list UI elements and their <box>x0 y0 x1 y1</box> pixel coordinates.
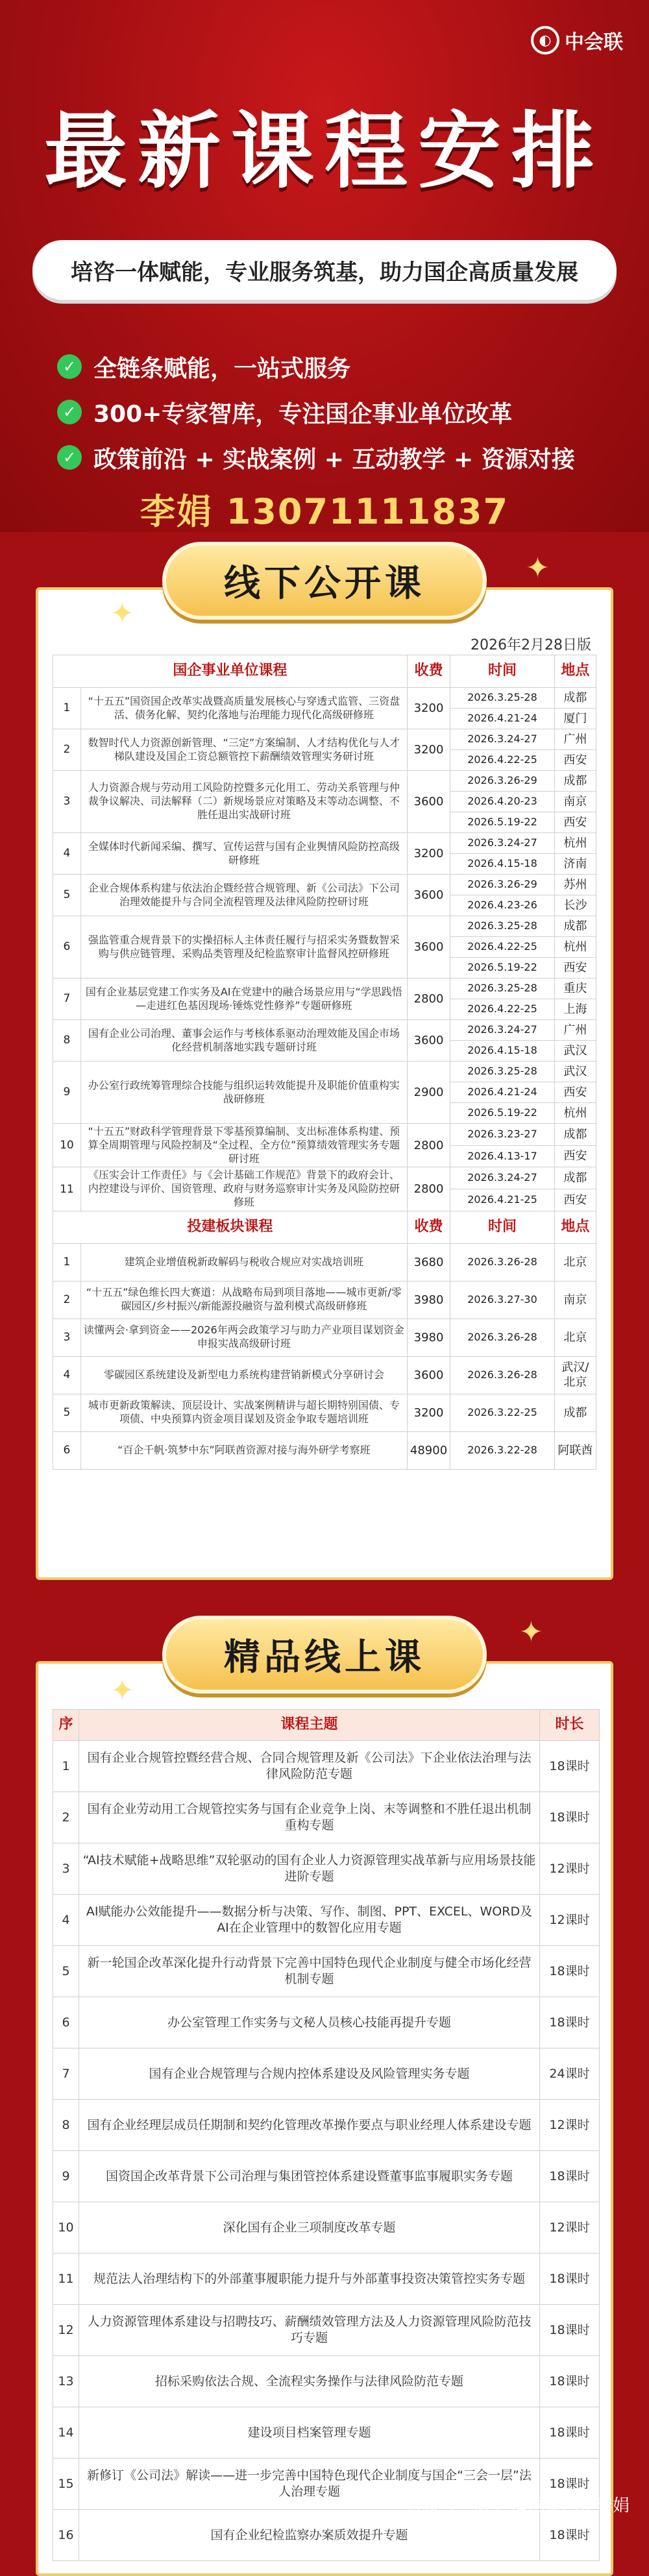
course-number: 15 <box>53 2459 79 2510</box>
fee-header: 收费 <box>407 1211 450 1243</box>
table-row <box>53 2305 600 2356</box>
course-duration: 12课时 <box>540 1843 600 1895</box>
course-number: 13 <box>53 2356 79 2407</box>
course-duration: 12课时 <box>540 2100 600 2151</box>
session-date: 2026.4.20-23 <box>450 792 555 812</box>
topic-header: 课程主题 <box>79 1710 540 1741</box>
session-date: 2026.3.26-28 <box>450 1243 555 1281</box>
course-number: 9 <box>53 1062 81 1124</box>
session-date: 2026.4.21-24 <box>450 1082 555 1103</box>
page-title: 最新课程安排 <box>43 103 605 200</box>
course-duration: 18课时 <box>540 1741 600 1792</box>
course-topic: 建设项目档案管理专题 <box>79 2407 540 2459</box>
course-topic: 招标采购依法合规、全流程实务操作与法律风险防范专题 <box>79 2356 540 2407</box>
table-row <box>53 1281 596 1318</box>
course-fee: 2800 <box>407 1124 450 1167</box>
session-city: 广州 <box>554 1020 596 1041</box>
table-row <box>53 1167 596 1189</box>
course-duration: 12课时 <box>540 1895 600 1946</box>
course-name: 《压实会计工作责任》与《会计基础工作规范》背景下的政府会计、内控建设与评价、国资管理、政府与财务巡察审计实务及风险防控研修班 <box>80 1167 407 1211</box>
duration-header: 时长 <box>540 1710 600 1741</box>
course-name: 全媒体时代新闻采编、撰写、宣传运营与国有企业舆情风险防控高级研修班 <box>80 833 407 875</box>
course-fee: 3200 <box>407 688 450 729</box>
session-date: 2026.4.13-17 <box>450 1145 555 1167</box>
session-date: 2026.4.23-26 <box>450 895 555 916</box>
course-number: 6 <box>53 1997 79 2048</box>
course-duration: 12课时 <box>540 2202 600 2254</box>
course-number: 8 <box>53 1020 81 1062</box>
course-number: 2 <box>53 729 81 771</box>
course-name: 读懂两会·拿到资金——2026年两会政策学习与助力产业项目谋划资金申报实战高级研讨班 <box>80 1318 407 1356</box>
feature-item <box>57 344 575 389</box>
section2-header <box>53 1211 596 1243</box>
course-number: 3 <box>53 1843 79 1895</box>
fee-header: 收费 <box>407 655 450 688</box>
course-fee: 2800 <box>407 1167 450 1211</box>
session-city: 北京 <box>554 1318 596 1356</box>
date-header: 时间 <box>450 655 555 688</box>
session-date: 2026.4.21-24 <box>450 709 555 729</box>
offline-table <box>53 655 596 1470</box>
feature-text: 政策前沿 + 实战案例 + 互动教学 + 资源对接 <box>93 446 575 473</box>
course-topic: 新一轮国企改革深化提升行动背景下完善中国特色现代企业制度与健全市场化经营机制专题 <box>79 1946 540 1997</box>
sparkle-icon: ✦ <box>519 1616 543 1649</box>
course-fee: 3980 <box>407 1281 450 1318</box>
city-header: 地点 <box>554 655 596 688</box>
course-number: 1 <box>53 1741 79 1792</box>
session-date: 2026.5.19-22 <box>450 812 555 833</box>
session-city: 苏州 <box>554 875 596 895</box>
table-row <box>53 1792 600 1843</box>
session-city: 成都 <box>554 1394 596 1431</box>
check-icon: ✓ <box>57 354 82 379</box>
session-date: 2026.4.22-25 <box>450 937 555 958</box>
course-name: 办公室行政统筹管理综合技能与组织运转效能提升及职能价值重构实战研修班 <box>80 1062 407 1124</box>
session-date: 2026.3.26-28 <box>450 1318 555 1356</box>
course-number: 5 <box>53 1946 79 1997</box>
course-fee: 3600 <box>407 875 450 916</box>
table-row <box>53 2510 600 2561</box>
session-date: 2026.4.22-25 <box>450 750 555 771</box>
table-row <box>53 2407 600 2459</box>
table-row <box>53 688 596 709</box>
session-date: 2026.3.25-28 <box>450 978 555 999</box>
course-duration: 18课时 <box>540 2151 600 2202</box>
course-name: 零碳园区系统建设及新型电力系统构建营销新模式分享研讨会 <box>80 1356 407 1394</box>
course-number: 1 <box>53 688 81 729</box>
session-city: 广州 <box>554 729 596 750</box>
course-fee: 3980 <box>407 1318 450 1356</box>
course-topic: 国有企业纪检监察办案质效提升专题 <box>79 2510 540 2561</box>
table-row <box>53 2048 600 2100</box>
session-city: 武汉 <box>554 1041 596 1062</box>
course-number: 4 <box>53 1356 81 1394</box>
session-city: 西安 <box>554 812 596 833</box>
course-duration: 18课时 <box>540 1946 600 1997</box>
course-number: 5 <box>53 875 81 916</box>
table-row <box>53 875 596 895</box>
course-fee: 3600 <box>407 1020 450 1062</box>
course-topic: 规范法人治理结构下的外部董事履职能力提升与外部董事投资决策管控实务专题 <box>79 2254 540 2305</box>
course-topic: AI赋能办公效能提升——数据分析与决策、写作、制图、PPT、EXCEL、WORD及AI在企业管理中的数智化应用专题 <box>79 1895 540 1946</box>
online-banner <box>162 1616 487 1694</box>
course-duration: 24课时 <box>540 2048 600 2100</box>
session-date: 2026.3.26-29 <box>450 875 555 895</box>
course-number: 7 <box>53 2048 79 2100</box>
session-city: 西安 <box>554 1082 596 1103</box>
course-number: 2 <box>53 1281 81 1318</box>
course-fee: 2900 <box>407 1062 450 1124</box>
course-number: 8 <box>53 2100 79 2151</box>
offline-table-wrap <box>53 655 596 1470</box>
table-row <box>53 916 596 937</box>
session-date: 2026.3.24-27 <box>450 833 555 854</box>
table-row <box>53 2151 600 2202</box>
course-fee: 3200 <box>407 729 450 771</box>
brand-logo <box>531 26 623 55</box>
course-topic: 深化国有企业三项制度改革专题 <box>79 2202 540 2254</box>
course-duration: 18课时 <box>540 1997 600 2048</box>
course-number: 12 <box>53 2305 79 2356</box>
table-row <box>53 1062 596 1082</box>
session-date: 2026.3.27-30 <box>450 1281 555 1318</box>
table-row <box>53 1741 600 1792</box>
course-topic: 新修订《公司法》解读——进一步完善中国特色现代企业制度与国企“三会一层”法人治理专题 <box>79 2459 540 2510</box>
course-number: 1 <box>53 1243 81 1281</box>
course-fee: 3600 <box>407 916 450 978</box>
session-city: 武汉/北京 <box>554 1356 596 1394</box>
section2-title: 投建板块课程 <box>53 1211 408 1243</box>
table-row <box>53 771 596 792</box>
session-city: 济南 <box>554 854 596 875</box>
session-city: 厦门 <box>554 709 596 729</box>
course-name: 人力资源合规与劳动用工风险防控暨多元化用工、劳动关系管理与仲裁争议解决、司法解释（二）新规场景应对策略及末等动态调整、不胜任退出实战研讨班 <box>80 771 407 833</box>
course-fee: 2800 <box>407 978 450 1020</box>
session-date: 2026.5.19-22 <box>450 958 555 978</box>
course-name: “百企千帆·筑梦中东”阿联酋资源对接与海外研学考察班 <box>80 1431 407 1469</box>
course-duration: 18课时 <box>540 2305 600 2356</box>
session-date: 2026.3.24-27 <box>450 1020 555 1041</box>
session-date: 2026.3.26-28 <box>450 1356 555 1394</box>
course-number: 6 <box>53 1431 81 1469</box>
table-row <box>53 1356 596 1394</box>
course-topic: 国有企业劳动用工合规管控实务与国有企业竞争上岗、末等调整和不胜任退出机制重构专题 <box>79 1792 540 1843</box>
session-date: 2026.3.24-27 <box>450 729 555 750</box>
watermark: 公众号 · 知乎 @国资国企李娟 <box>405 2496 630 2516</box>
session-city: 成都 <box>554 771 596 792</box>
course-topic: 办公室管理工作实务与文秘人员核心技能再提升专题 <box>79 1997 540 2048</box>
check-icon: ✓ <box>57 400 82 424</box>
check-icon: ✓ <box>57 445 82 470</box>
table-row <box>53 1431 596 1469</box>
table-row <box>53 1843 600 1895</box>
course-number: 3 <box>53 1318 81 1356</box>
course-duration: 18课时 <box>540 2356 600 2407</box>
course-number: 16 <box>53 2510 79 2561</box>
session-city: 长沙 <box>554 895 596 916</box>
session-city: 成都 <box>554 916 596 937</box>
session-city: 阿联酋 <box>554 1431 596 1469</box>
section1-header <box>53 655 596 688</box>
session-date: 2026.3.25-28 <box>450 1062 555 1082</box>
session-city: 上海 <box>554 999 596 1020</box>
table-row <box>53 833 596 854</box>
session-city: 南京 <box>554 792 596 812</box>
offline-banner-text: 线下公开课 <box>224 563 425 605</box>
course-number: 14 <box>53 2407 79 2459</box>
subtitle-text: 培咨一体赋能，专业服务筑基，助力国企高质量发展 <box>71 259 578 286</box>
table-row <box>53 1946 600 1997</box>
course-number: 4 <box>53 1895 79 1946</box>
course-number: 7 <box>53 978 81 1020</box>
session-city: 南京 <box>554 1281 596 1318</box>
table-row <box>53 2356 600 2407</box>
session-date: 2026.3.25-28 <box>450 688 555 709</box>
course-number: 6 <box>53 916 81 978</box>
table-row <box>53 1997 600 2048</box>
course-name: “十五五”绿色维长四大赛道：从战略布局到项目落地——城市更新/零碳园区/乡村振兴/新能源投融资与盈利模式高级研修班 <box>80 1281 407 1318</box>
course-name: “十五五”财政科学管理背景下零基预算编制、支出标准体系构建、预算全周期管理与风险控制及“全过程、全方位”预算绩效管理实务专题研讨班 <box>80 1124 407 1167</box>
online-header-row <box>53 1710 600 1741</box>
offline-panel <box>36 587 613 1580</box>
session-city: 西安 <box>554 1189 596 1211</box>
brand-name: 中会联 <box>565 31 623 54</box>
session-date: 2026.3.22-25 <box>450 1394 555 1431</box>
session-date: 2026.4.22-25 <box>450 999 555 1020</box>
table-row <box>53 2202 600 2254</box>
brand-icon: ◐ <box>531 26 559 55</box>
course-name: 企业合规体系构建与依法治企暨经营合规管理、新《公司法》下公司治理效能提升与合同全流程管理及法律风险防控研讨班 <box>80 875 407 916</box>
course-fee: 3680 <box>407 1243 450 1281</box>
table-row <box>53 2254 600 2305</box>
session-city: 重庆 <box>554 978 596 999</box>
city-header: 地点 <box>554 1211 596 1243</box>
course-number: 2 <box>53 1792 79 1843</box>
session-date: 2026.3.24-27 <box>450 1167 555 1189</box>
session-date: 2026.4.15-18 <box>450 854 555 875</box>
course-name: 城市更新政策解读、顶层设计、实战案例精讲与超长期特别国债、专项债、中央预算内资金项目谋划及资金争取专题培训班 <box>80 1394 407 1431</box>
session-date: 2026.5.19-22 <box>450 1103 555 1124</box>
course-fee: 3200 <box>407 1394 450 1431</box>
table-row <box>53 729 596 750</box>
online-table-wrap <box>53 1709 596 2561</box>
session-city: 成都 <box>554 1167 596 1189</box>
course-fee: 3600 <box>407 1356 450 1394</box>
session-date: 2026.3.26-29 <box>450 771 555 792</box>
table-row <box>53 1895 600 1946</box>
course-fee: 3600 <box>407 771 450 833</box>
online-banner-text: 精品线上课 <box>224 1636 425 1679</box>
table-row <box>53 1394 596 1431</box>
feature-list <box>57 344 575 480</box>
course-name: “十五五”国资国企改革实战暨高质量发展核心与穿透式监管、三资盘活、债务化解、契约化落地与治理能力现代化高级研修班 <box>80 688 407 729</box>
course-name: 国有企业基层党建工作实务及AI在党建中的融合场景应用与“学思践悟—走进红色基因现场·锤炼党性修养”专题研修班 <box>80 978 407 1020</box>
session-city: 杭州 <box>554 833 596 854</box>
feature-item <box>57 389 575 435</box>
session-date: 2026.3.23-27 <box>450 1124 555 1146</box>
course-number: 10 <box>53 2202 79 2254</box>
course-topic: 国有企业合规管理与合规内控体系建设及风险管理实务专题 <box>79 2048 540 2100</box>
course-duration: 18课时 <box>540 2407 600 2459</box>
contact-info: 李娟 13071111837 <box>140 491 509 532</box>
course-topic: 国有企业合规管控暨经营合规、合同合规管理及新《公司法》下企业依法治理与法律风险防范专题 <box>79 1741 540 1792</box>
course-duration: 18课时 <box>540 2459 600 2510</box>
course-duration: 18课时 <box>540 1792 600 1843</box>
session-date: 2026.3.25-28 <box>450 916 555 937</box>
table-row <box>53 1318 596 1356</box>
subtitle-pill <box>32 240 617 300</box>
course-fee: 3200 <box>407 833 450 875</box>
section1-title: 国企事业单位课程 <box>53 655 408 688</box>
course-number: 11 <box>53 1167 81 1211</box>
course-number: 9 <box>53 2151 79 2202</box>
feature-text: 300+专家智库，专注国企事业单位改革 <box>93 400 513 428</box>
course-name: 数智时代人力资源创新管理、“三定”方案编制、人才结构优化与人才梯队建设及国企工资总额管控下薪酬绩效管理实务研讨班 <box>80 729 407 771</box>
date-header: 时间 <box>450 1211 555 1243</box>
session-city: 杭州 <box>554 1103 596 1124</box>
feature-item <box>57 435 575 480</box>
table-row <box>53 978 596 999</box>
table-row <box>53 1020 596 1041</box>
offline-banner <box>162 542 487 620</box>
sparkle-icon: ✦ <box>110 597 134 630</box>
course-number: 4 <box>53 833 81 875</box>
session-city: 西安 <box>554 958 596 978</box>
course-duration: 18课时 <box>540 2510 600 2561</box>
session-city: 西安 <box>554 1145 596 1167</box>
session-city: 成都 <box>554 688 596 709</box>
table-row <box>53 1124 596 1146</box>
course-number: 10 <box>53 1124 81 1167</box>
session-city: 北京 <box>554 1243 596 1281</box>
no-header: 序 <box>53 1710 79 1741</box>
course-number: 5 <box>53 1394 81 1431</box>
session-date: 2026.4.15-18 <box>450 1041 555 1062</box>
course-topic: 国有企业经理层成员任期制和契约化管理改革操作要点与职业经理人体系建设专题 <box>79 2100 540 2151</box>
course-number: 3 <box>53 771 81 833</box>
course-topic: 人力资源管理体系建设与招聘技巧、薪酬绩效管理方法及人力资源管理风险防范技巧专题 <box>79 2305 540 2356</box>
session-city: 成都 <box>554 1124 596 1146</box>
course-topic: 国资国企改革背景下公司治理与集团管控体系建设暨董事监事履职实务专题 <box>79 2151 540 2202</box>
session-date: 2026.4.21-25 <box>450 1189 555 1211</box>
online-table <box>53 1709 600 2561</box>
table-row <box>53 2100 600 2151</box>
course-name: 国有企业公司治理、董事会运作与考核体系驱动治理效能及国企市场化经营机制落地实践专题研讨班 <box>80 1020 407 1062</box>
course-topic: “AI技术赋能+战略思维”双轮驱动的国有企业人力资源管理实战革新与应用场景技能进阶专题 <box>79 1843 540 1895</box>
course-name: 强监管重合规背景下的实操招标人主体责任履行与招采实务暨数智采购与供应链管理、采购品类管理及纪检监察审计监督风控研修班 <box>80 916 407 978</box>
feature-text: 全链条赋能，一站式服务 <box>93 355 351 382</box>
session-city: 西安 <box>554 750 596 771</box>
session-city: 杭州 <box>554 937 596 958</box>
table-row <box>53 1243 596 1281</box>
version-label: 2026年2月28日版 <box>471 637 591 653</box>
sparkle-icon: ✦ <box>526 552 550 585</box>
course-number: 11 <box>53 2254 79 2305</box>
course-duration: 18课时 <box>540 2254 600 2305</box>
online-panel <box>36 1661 613 2576</box>
session-city: 武汉 <box>554 1062 596 1082</box>
course-name: 建筑企业增值税新政解码与税收合规应对实战培训班 <box>80 1243 407 1281</box>
session-date: 2026.3.22-28 <box>450 1431 555 1469</box>
sparkle-icon: ✦ <box>110 1674 134 1707</box>
course-fee: 48900 <box>407 1431 450 1469</box>
